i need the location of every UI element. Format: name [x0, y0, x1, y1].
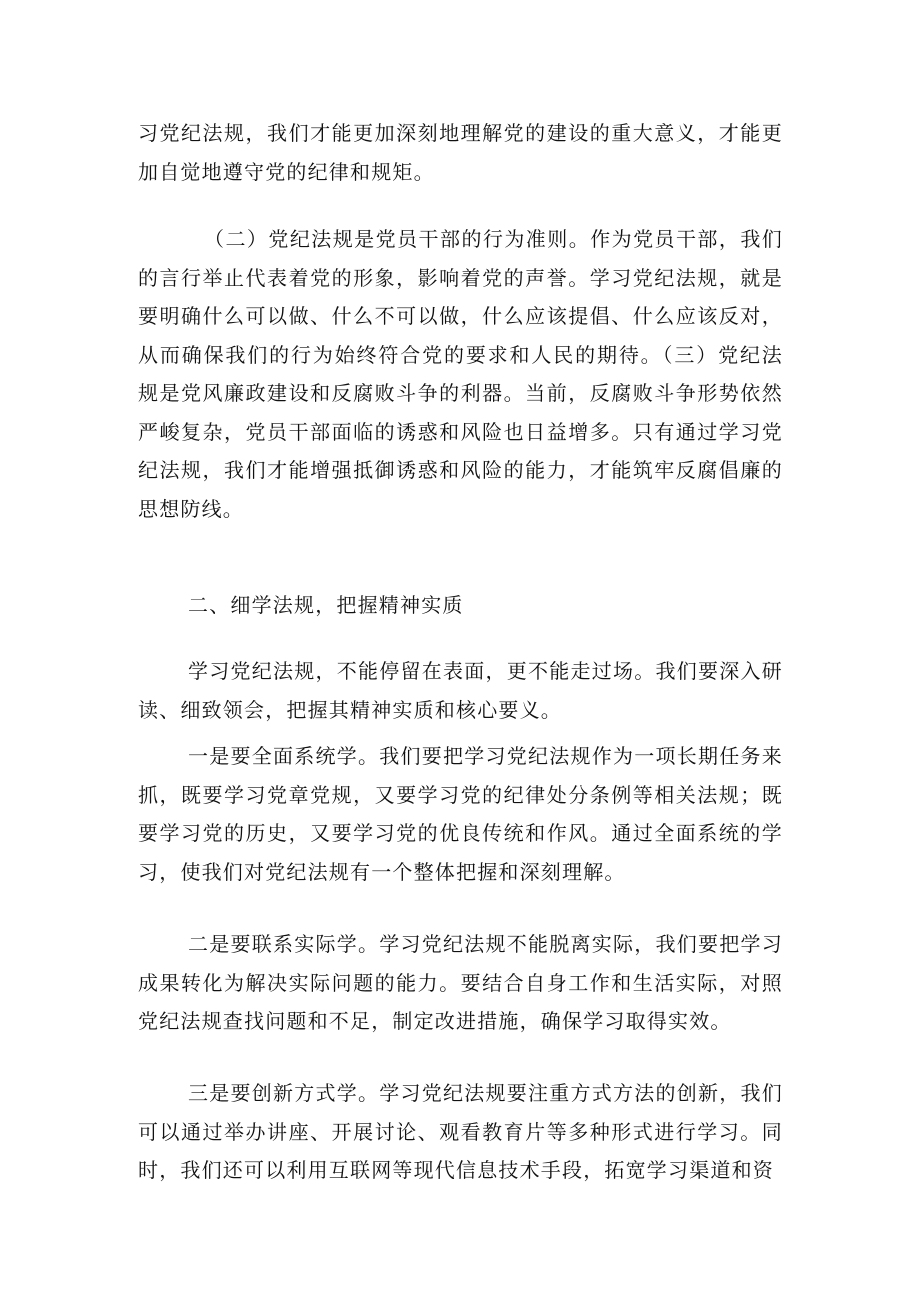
- paragraph-point-three: 三是要创新方式学。学习党纪法规要注重方式方法的创新，我们可以通过举办讲座、开展讨论、观看教育片等多种形式进行学习。同时，我们还可以利用互联网等现代信息技术手段，拓宽学习渠道和资: [138, 1081, 783, 1182]
- paragraph-continuation: 习党纪法规，我们才能更加深刻地理解党的建设的重大意义，才能更加自觉地遵守党的纪律和规矩。: [138, 121, 783, 184]
- paragraph-intro: 学习党纪法规，不能停留在表面，更不能走过场。我们要深入研读、细致领会，把握其精神实质和核心要义。: [138, 659, 783, 722]
- paragraph-point-one: 一是要全面系统学。我们要把学习党纪法规作为一项长期任务来抓，既要学习党章党规，又要学习党的纪律处分条例等相关法规；既要学习党的历史，又要学习党的优良传统和作风。通过全面系统的学习，使我们对党纪法规有一个整体把握和深刻理解。: [138, 744, 783, 884]
- paragraph-points-two-three: （二）党纪法规是党员干部的行为准则。作为党员干部，我们的言行举止代表着党的形象，影响着党的声誉。学习党纪法规，就是要明确什么可以做、什么不可以做，什么应该提倡、什么应该反对，从而确保我们的行为始终符合党的要求和人民的期待。（三）党纪法规是党风廉政建设和反腐败斗争的利器。当前，反腐败斗争形势依然严峻复杂，党员干部面临的诱惑和风险也日益增多。只有通过学习党纪法规，我们才能增强抵御诱惑和风险的能力，才能筑牢反腐倡廉的思想防线。: [138, 227, 783, 521]
- section-heading: 二、细学法规，把握精神实质: [188, 593, 464, 617]
- paragraph-point-two: 二是要联系实际学。学习党纪法规不能脱离实际，我们要把学习成果转化为解决实际问题的能力。要结合自身工作和生活实际，对照党纪法规查找问题和不足，制定改进措施，确保学习取得实效。: [138, 932, 783, 1033]
